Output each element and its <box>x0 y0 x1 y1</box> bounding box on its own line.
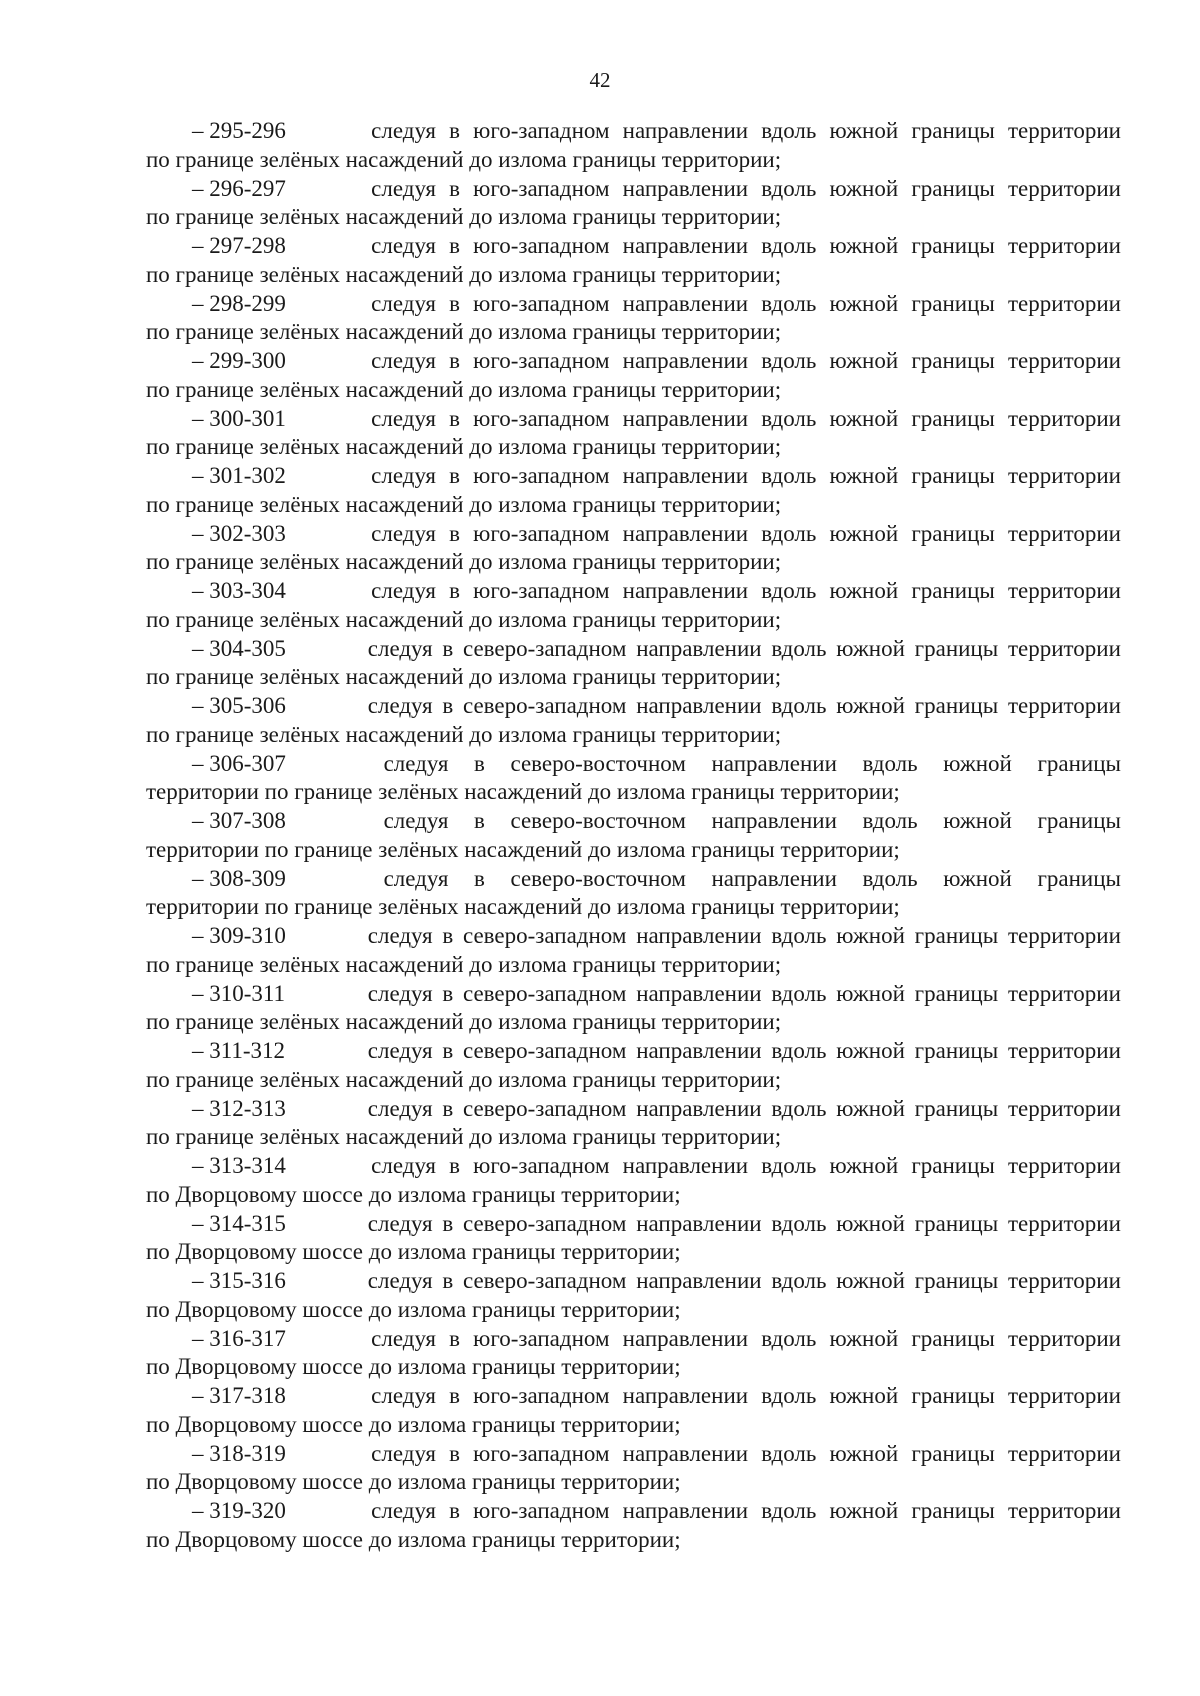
description-word: границы <box>914 1268 999 1293</box>
segment-number: – 314-315 <box>192 1210 286 1236</box>
description-word: территории <box>1007 1095 1121 1121</box>
segment-number: – 299-300 <box>192 348 286 373</box>
description-word: следуя <box>371 175 436 201</box>
segment-number: – 300-301 <box>192 405 286 431</box>
description-word: направлении <box>622 348 749 373</box>
description-word: границы <box>911 233 995 258</box>
description-word: северо-восточном <box>510 750 686 776</box>
description-word: в <box>442 1095 454 1121</box>
boundary-segment-entry <box>146 290 1121 348</box>
description-word: в <box>442 693 454 718</box>
segment-description-line <box>146 290 1121 319</box>
description-word: юго-западном <box>473 118 610 143</box>
description-word: вдоль <box>761 405 817 431</box>
description-word: территории <box>1008 578 1121 603</box>
boundary-segment-entry <box>146 692 1121 750</box>
description-word: вдоль <box>771 1210 827 1236</box>
segment-number: – 308-309 <box>192 865 286 891</box>
description-word: северо-западном <box>462 1095 627 1121</box>
segment-description-line <box>146 1497 1121 1526</box>
boundary-segment-entry <box>146 117 1121 175</box>
description-word: территории <box>1008 1498 1121 1523</box>
segment-continuation-line: по Дворцовому шоссе до излома границы территории; <box>146 1181 681 1207</box>
description-word: в <box>442 1038 454 1063</box>
boundary-segment-entry <box>146 1325 1121 1383</box>
segment-number: – 305-306 <box>192 693 286 718</box>
description-word: границы <box>911 1325 995 1351</box>
segment-continuation-line: по Дворцовому шоссе до излома границы территории; <box>146 1469 681 1495</box>
description-word: в <box>442 1268 454 1293</box>
segment-number: – 295-296 <box>192 118 286 143</box>
description-word: границы <box>914 923 999 948</box>
segment-number: – 306-307 <box>192 750 286 776</box>
description-word: границы <box>911 118 995 143</box>
description-word: вдоль <box>771 1038 827 1063</box>
description-word: вдоль <box>771 923 827 948</box>
description-word: следуя <box>367 1095 433 1121</box>
description-word: южной <box>836 1038 905 1063</box>
description-word: вдоль <box>761 1325 817 1351</box>
description-word: территории <box>1007 693 1121 718</box>
segment-continuation-line: по границе зелёных насаждений до излома границы территории; <box>146 434 782 460</box>
description-word: южной <box>829 118 899 143</box>
description-word: направлении <box>622 118 749 143</box>
segment-continuation-line: по границе зелёных насаждений до излома границы территории; <box>146 549 782 575</box>
boundary-segment-entry <box>146 1267 1121 1325</box>
boundary-segment-entry <box>146 462 1121 520</box>
segment-description-line <box>146 692 1121 721</box>
boundary-segment-entry <box>146 1382 1121 1440</box>
segment-number: – 297-298 <box>192 233 286 258</box>
segment-description-line <box>146 1440 1121 1469</box>
description-word: следуя <box>383 750 449 776</box>
description-word: в <box>449 290 460 316</box>
boundary-segment-entry <box>146 577 1121 635</box>
description-word: в <box>449 405 460 431</box>
segment-number: – 312-313 <box>192 1095 286 1121</box>
description-word: в <box>449 1153 460 1178</box>
description-word: следуя <box>371 348 436 373</box>
description-word: южной <box>943 808 1012 833</box>
description-word: территории <box>1008 1383 1121 1408</box>
description-word: вдоль <box>761 1498 817 1523</box>
description-word: южной <box>829 175 899 201</box>
boundary-segment-entry <box>146 1152 1121 1210</box>
segment-description-line <box>146 1037 1121 1066</box>
description-word: вдоль <box>761 118 817 143</box>
description-word: юго-западном <box>473 175 610 201</box>
description-word: территории <box>1008 233 1121 258</box>
description-word: южной <box>829 1440 899 1466</box>
description-word: северо-восточном <box>510 808 686 833</box>
description-word: границы <box>911 520 995 546</box>
description-word: северо-западном <box>462 635 627 661</box>
description-word: в <box>449 578 460 603</box>
description-word: территории <box>1008 463 1121 488</box>
description-word: юго-западном <box>473 1498 610 1523</box>
description-word: вдоль <box>761 175 817 201</box>
segment-number: – 319-320 <box>192 1498 286 1523</box>
description-word: в <box>474 808 485 833</box>
segment-continuation-line: по границе зелёных насаждений до излома границы территории; <box>146 146 782 172</box>
description-word: территории <box>1007 980 1121 1006</box>
description-word: вдоль <box>761 1153 817 1178</box>
segment-continuation-line: территории по границе зелёных насаждений до излома границы территории; <box>146 779 900 805</box>
segment-description-line <box>146 1267 1121 1296</box>
boundary-segment-entry <box>146 1210 1121 1268</box>
description-word: в <box>449 233 460 258</box>
description-word: границы <box>1037 750 1121 776</box>
description-word: границы <box>914 635 999 661</box>
description-word: следуя <box>371 290 436 316</box>
description-word: южной <box>829 233 899 258</box>
description-word: территории <box>1008 1325 1121 1351</box>
description-word: северо-западном <box>462 1268 627 1293</box>
segment-continuation-line: по Дворцовому шоссе до излома границы территории; <box>146 1526 681 1552</box>
description-word: направлении <box>622 1383 749 1408</box>
description-word: южной <box>829 290 899 316</box>
description-word: направлении <box>622 1440 749 1466</box>
description-word: направлении <box>711 865 837 891</box>
segment-description-line <box>146 980 1121 1009</box>
segment-continuation-line: по границе зелёных насаждений до излома границы территории; <box>146 261 782 287</box>
description-word: юго-западном <box>473 348 610 373</box>
description-word: вдоль <box>771 980 827 1006</box>
description-word: направлении <box>622 1498 749 1523</box>
description-word: южной <box>829 1498 899 1523</box>
description-word: вдоль <box>771 635 827 661</box>
description-word: южной <box>943 750 1012 776</box>
description-word: направлении <box>622 233 749 258</box>
description-word: границы <box>911 1498 995 1523</box>
description-word: границы <box>911 578 995 603</box>
segment-number: – 310-311 <box>192 980 286 1006</box>
segment-description-line <box>146 405 1121 434</box>
segment-continuation-line: по границе зелёных насаждений до излома границы территории; <box>146 1124 782 1150</box>
boundary-segment-entry <box>146 520 1121 578</box>
boundary-segment-entry <box>146 1037 1121 1095</box>
description-word: юго-западном <box>473 1383 610 1408</box>
segment-number: – 304-305 <box>192 635 286 661</box>
description-word: южной <box>829 520 899 546</box>
description-word: следуя <box>383 808 449 833</box>
segment-continuation-line: по границе зелёных насаждений до излома границы территории; <box>146 491 782 517</box>
description-word: южной <box>829 348 899 373</box>
segment-number: – 302-303 <box>192 520 286 546</box>
description-word: следуя <box>371 520 436 546</box>
segment-number: – 303-304 <box>192 578 286 603</box>
description-word: границы <box>914 693 999 718</box>
description-word: границы <box>1037 865 1121 891</box>
segment-description-line <box>146 175 1121 204</box>
description-word: направлении <box>636 693 762 718</box>
segment-description-line <box>146 750 1121 779</box>
description-word: в <box>449 1325 460 1351</box>
description-word: территории <box>1008 118 1121 143</box>
description-word: направлении <box>622 405 749 431</box>
description-word: южной <box>829 1383 899 1408</box>
description-word: в <box>449 1440 460 1466</box>
description-word: направлении <box>636 980 762 1006</box>
boundary-segment-entry <box>146 865 1121 923</box>
description-word: следуя <box>371 463 436 488</box>
boundary-segment-entry <box>146 635 1121 693</box>
segment-description-line <box>146 462 1121 491</box>
description-word: следуя <box>367 1038 433 1063</box>
description-word: южной <box>836 980 905 1006</box>
description-word: юго-западном <box>473 463 610 488</box>
description-word: территории <box>1007 1038 1121 1063</box>
description-word: границы <box>911 405 995 431</box>
description-word: следуя <box>367 1210 433 1236</box>
segment-continuation-line: по границе зелёных насаждений до излома границы территории; <box>146 376 782 402</box>
segment-description-line <box>146 1152 1121 1181</box>
segment-number: – 315-316 <box>192 1268 286 1293</box>
description-word: границы <box>914 1095 999 1121</box>
description-word: следуя <box>367 635 433 661</box>
description-word: южной <box>829 578 899 603</box>
description-word: направлении <box>636 1210 762 1236</box>
page-number: 42 <box>589 68 611 92</box>
segment-continuation-line: по Дворцовому шоссе до излома границы территории; <box>146 1239 681 1265</box>
description-word: вдоль <box>761 290 817 316</box>
segment-description-line <box>146 1382 1121 1411</box>
segment-continuation-line: по границе зелёных насаждений до излома границы территории; <box>146 319 782 345</box>
segment-description-line <box>146 117 1121 146</box>
description-word: юго-западном <box>473 520 610 546</box>
boundary-segment-entry <box>146 807 1121 865</box>
description-word: следуя <box>371 1383 436 1408</box>
description-word: территории <box>1008 405 1121 431</box>
description-word: вдоль <box>771 693 827 718</box>
description-word: направлении <box>636 1095 762 1121</box>
segment-continuation-line: по границе зелёных насаждений до излома границы территории; <box>146 951 782 977</box>
description-word: южной <box>836 1095 905 1121</box>
segment-number: – 309-310 <box>192 923 286 948</box>
description-word: южной <box>836 1210 905 1236</box>
description-word: вдоль <box>761 578 817 603</box>
description-word: направлении <box>622 463 749 488</box>
description-word: в <box>449 1383 460 1408</box>
boundary-segment-entry <box>146 922 1121 980</box>
description-word: следуя <box>371 1153 436 1178</box>
boundary-segment-entry <box>146 232 1121 290</box>
segment-description-line <box>146 1095 1121 1124</box>
description-word: границы <box>911 463 995 488</box>
description-word: северо-восточном <box>510 865 686 891</box>
description-word: территории <box>1007 923 1121 948</box>
segment-continuation-line: по границе зелёных насаждений до излома границы территории; <box>146 721 782 747</box>
segment-description-line <box>146 232 1121 261</box>
description-word: вдоль <box>761 233 817 258</box>
segment-continuation-line: территории по границе зелёных насаждений до излома границы территории; <box>146 894 900 920</box>
segment-description-line <box>146 347 1121 376</box>
description-word: территории <box>1008 520 1121 546</box>
segment-continuation-line: по границе зелёных насаждений до излома границы территории; <box>146 664 782 690</box>
description-word: направлении <box>636 635 762 661</box>
description-word: вдоль <box>862 750 918 776</box>
description-word: юго-западном <box>473 405 610 431</box>
description-word: в <box>449 348 460 373</box>
description-word: северо-западном <box>462 1038 627 1063</box>
segment-description-line <box>146 577 1121 606</box>
segment-number: – 318-319 <box>192 1440 286 1466</box>
description-word: территории <box>1007 1210 1121 1236</box>
description-word: в <box>442 923 454 948</box>
description-word: территории <box>1008 348 1121 373</box>
segment-number: – 313-314 <box>192 1153 286 1178</box>
description-word: направлении <box>622 175 749 201</box>
segment-description-line <box>146 865 1121 894</box>
description-word: вдоль <box>761 463 817 488</box>
description-word: границы <box>914 1210 999 1236</box>
description-word: территории <box>1008 290 1121 316</box>
description-word: вдоль <box>761 348 817 373</box>
boundary-segment-entry <box>146 1497 1121 1555</box>
description-word: южной <box>836 1268 905 1293</box>
description-word: юго-западном <box>473 1153 610 1178</box>
segment-continuation-line: по границе зелёных насаждений до излома границы территории; <box>146 606 782 632</box>
description-word: следуя <box>371 1440 436 1466</box>
description-word: следуя <box>371 1325 436 1351</box>
description-word: направлении <box>622 1153 749 1178</box>
description-word: вдоль <box>761 1383 817 1408</box>
boundary-segment-entry <box>146 750 1121 808</box>
description-word: границы <box>1037 808 1121 833</box>
description-word: юго-западном <box>473 233 610 258</box>
description-word: направлении <box>711 750 837 776</box>
description-word: направлении <box>636 923 762 948</box>
description-word: направлении <box>622 1325 749 1351</box>
description-word: направлении <box>622 520 749 546</box>
segment-number: – 311-312 <box>192 1038 286 1063</box>
segment-continuation-line: по границе зелёных насаждений до излома границы территории; <box>146 1009 782 1035</box>
description-word: следуя <box>367 923 433 948</box>
segment-description-line <box>146 520 1121 549</box>
boundary-segment-entry <box>146 405 1121 463</box>
description-word: следуя <box>371 233 436 258</box>
description-word: северо-западном <box>462 693 627 718</box>
description-word: вдоль <box>862 808 918 833</box>
description-word: следуя <box>371 1498 436 1523</box>
description-word: в <box>449 520 460 546</box>
description-word: территории <box>1008 175 1121 201</box>
description-word: следуя <box>367 1268 433 1293</box>
description-word: территории <box>1007 635 1121 661</box>
description-word: направлении <box>636 1038 762 1063</box>
description-word: территории <box>1007 1268 1121 1293</box>
segment-description-line <box>146 807 1121 836</box>
segment-continuation-line: по Дворцовому шоссе до излома границы территории; <box>146 1354 681 1380</box>
description-word: в <box>449 175 460 201</box>
description-word: южной <box>829 1153 899 1178</box>
description-word: территории <box>1008 1153 1121 1178</box>
segment-number: – 316-317 <box>192 1325 286 1351</box>
description-word: границы <box>911 1383 995 1408</box>
description-word: следуя <box>367 693 433 718</box>
description-word: южной <box>829 463 899 488</box>
segment-continuation-line: по Дворцовому шоссе до излома границы территории; <box>146 1411 681 1437</box>
description-word: южной <box>829 1325 899 1351</box>
description-word: границы <box>911 175 995 201</box>
description-word: в <box>449 1498 460 1523</box>
description-word: юго-западном <box>473 1440 610 1466</box>
description-word: в <box>442 635 454 661</box>
description-word: следуя <box>383 865 449 891</box>
description-word: следуя <box>367 980 433 1006</box>
description-word: в <box>442 980 454 1006</box>
segment-description-line <box>146 1325 1121 1354</box>
segment-continuation-line: по Дворцовому шоссе до излома границы территории; <box>146 1296 681 1322</box>
description-word: южной <box>943 865 1012 891</box>
description-word: границы <box>914 1038 999 1063</box>
description-word: юго-западном <box>473 578 610 603</box>
segment-continuation-line: по границе зелёных насаждений до излома границы территории; <box>146 204 782 230</box>
boundary-segment-list <box>146 117 1121 1555</box>
boundary-segment-entry <box>146 980 1121 1038</box>
description-word: южной <box>836 923 905 948</box>
description-word: южной <box>829 405 899 431</box>
description-word: северо-западном <box>462 923 627 948</box>
description-word: направлении <box>636 1268 762 1293</box>
description-word: вдоль <box>771 1095 827 1121</box>
segment-number: – 298-299 <box>192 290 286 316</box>
description-word: в <box>442 1210 454 1236</box>
segment-description-line <box>146 635 1121 664</box>
description-word: юго-западном <box>473 290 610 316</box>
description-word: направлении <box>622 290 749 316</box>
description-word: границы <box>911 1440 995 1466</box>
segment-continuation-line: по границе зелёных насаждений до излома границы территории; <box>146 1066 782 1092</box>
segment-description-line <box>146 1210 1121 1239</box>
description-word: северо-западном <box>462 980 627 1006</box>
description-word: следуя <box>371 118 436 143</box>
description-word: территории <box>1008 1440 1121 1466</box>
segment-number: – 317-318 <box>192 1383 286 1408</box>
description-word: следуя <box>371 405 436 431</box>
description-word: в <box>449 463 460 488</box>
description-word: границы <box>911 1153 995 1178</box>
segment-number: – 301-302 <box>192 463 286 488</box>
description-word: вдоль <box>862 865 918 891</box>
segment-number: – 296-297 <box>192 175 286 201</box>
boundary-segment-entry <box>146 1440 1121 1498</box>
boundary-segment-entry <box>146 175 1121 233</box>
description-word: границы <box>911 348 995 373</box>
description-word: в <box>449 118 460 143</box>
description-word: вдоль <box>761 520 817 546</box>
description-word: границы <box>911 290 995 316</box>
description-word: направлении <box>711 808 837 833</box>
description-word: в <box>474 750 485 776</box>
description-word: вдоль <box>771 1268 827 1293</box>
description-word: южной <box>836 693 905 718</box>
segment-continuation-line: территории по границе зелёных насаждений до излома границы территории; <box>146 836 900 862</box>
description-word: южной <box>836 635 905 661</box>
description-word: направлении <box>622 578 749 603</box>
description-word: в <box>474 865 485 891</box>
description-word: северо-западном <box>462 1210 627 1236</box>
boundary-segment-entry <box>146 1095 1121 1153</box>
boundary-segment-entry <box>146 347 1121 405</box>
segment-description-line <box>146 922 1121 951</box>
description-word: границы <box>914 980 999 1006</box>
description-word: вдоль <box>761 1440 817 1466</box>
description-word: юго-западном <box>473 1325 610 1351</box>
description-word: следуя <box>371 578 436 603</box>
segment-number: – 307-308 <box>192 808 286 833</box>
